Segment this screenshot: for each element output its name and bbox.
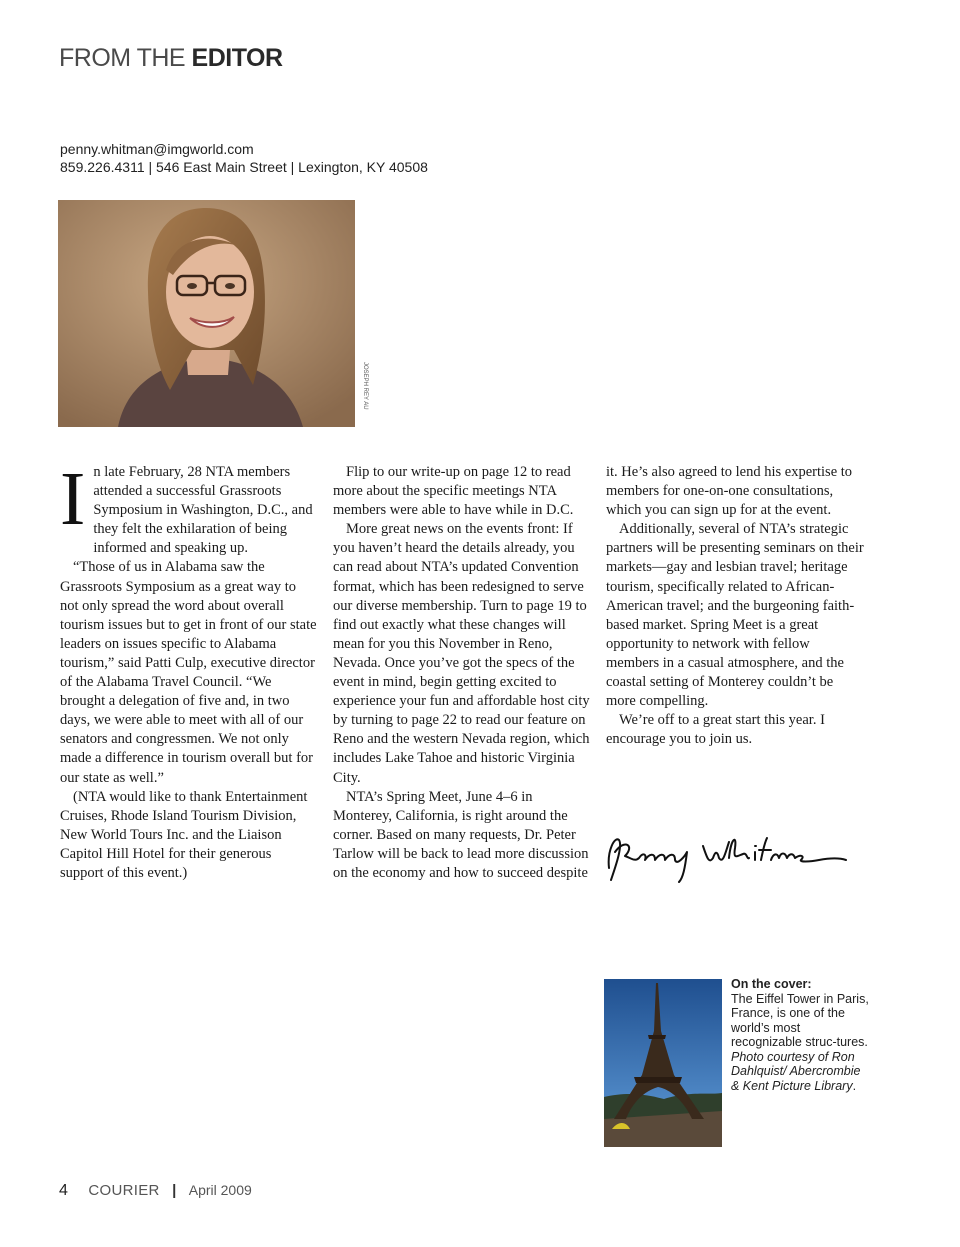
portrait-photo-credit: JOSEPH REY AU (362, 362, 368, 410)
editor-portrait (58, 200, 355, 427)
cover-caption (731, 977, 871, 1093)
article-paragraph: Flip to our write-up on page 12 to read more about the specific meetings NTA members were able to have while in D.C. (333, 464, 574, 519)
article-paragraph: More great news on the events front: If you haven’t heard the details already, you can read about NTA’s updated Convention format, which has been redesigned to serve our diverse membership. Turn to page 19 to find out exactly what these changes will mean for you this November in Reno, Nevada. Once you’ve got the specs of the event in mind, begin getting excited to experience your fun and affordable host city by turning to page 22 to read our feature on Reno and the western Nevada region, which includes Lake Tahoe and historic Virginia City. (333, 521, 590, 786)
cover-caption-end: . (852, 1078, 857, 1093)
cover-caption-credit: Photo courtesy of Ron Dahlquist/ Abercrombie & Kent Picture Library (731, 1049, 861, 1093)
page-number: 4 (59, 1182, 68, 1199)
article-paragraph: Additionally, several of NTA’s strategic partners will be presenting seminars on their markets—gay and lesbian travel; heritage tourism, specifically related to African-American travel; and the burgeoning faith-based market. Spring Meet is a great opportunity to network with fellow members in a casual atmosphere, and the coastal setting of Monterey couldn’t be more compelling. (606, 521, 864, 710)
article-paragraph: We’re off to a great start this year. I encourage you to join us. (606, 712, 825, 748)
drop-cap: I (60, 457, 86, 541)
cover-caption-body: The Eiffel Tower in Paris, France, is one of the world’s most recognizable struc-tures. (731, 991, 869, 1049)
section-title-bold: EDITOR (191, 44, 283, 72)
article-column-1 (60, 457, 318, 883)
editor-address: 859.226.4311 | 546 East Main Street | Lexington, KY 40508 (60, 159, 428, 175)
cover-photo (604, 979, 722, 1147)
issue-date: April 2009 (188, 1182, 252, 1198)
section-title (59, 44, 283, 73)
cover-caption-title: On the cover: (731, 977, 812, 991)
section-title-light: FROM THE (59, 44, 186, 72)
article-column-3 (606, 463, 864, 749)
eiffel-tower-image (604, 979, 722, 1147)
editor-signature (605, 828, 850, 888)
page-footer (59, 1182, 252, 1200)
article-column-2 (333, 463, 591, 883)
article-paragraph: n late February, 28 NTA members attended a successful Grassroots Symposium in Washington, D.C., and they felt the exhilaration of being informed and speaking up. (93, 464, 313, 557)
article-paragraph: NTA’s Spring Meet, June 4–6 in Monterey, California, is right around the corner. Based on many requests, Dr. Peter Tarlow will be back to lead more discussion on the economy and how to succeed despite (333, 788, 589, 881)
editor-email[interactable]: penny.whitman@imgworld.com (60, 141, 254, 157)
magazine-name: COURIER (88, 1182, 160, 1199)
article-paragraph: (NTA would like to thank Entertainment Cruises, Rhode Island Tourism Division, New World Tours Inc. and the Liaison Capitol Hill Hotel for their generous support of this event.) (60, 788, 308, 881)
editor-portrait-image (58, 200, 355, 427)
footer-separator: | (172, 1182, 177, 1199)
article-paragraph: “Those of us in Alabama saw the Grassroots Symposium as a great way to not only spread the word about overall tourism issues but to get in front of our state leaders on issues specific to Alabama tourism,” said Patti Culp, executive director of the Alabama Travel Council. “We brought a delegation of five and, in two days, we were able to meet with all of our senators and congressmen. We not only made a difference in tourism overall but for our state as well.” (60, 559, 317, 786)
editor-contact (60, 140, 428, 176)
article-paragraph: it. He’s also agreed to lend his expertise to members for one-on-one consultations, which you can sign up for at the event. (606, 464, 853, 519)
